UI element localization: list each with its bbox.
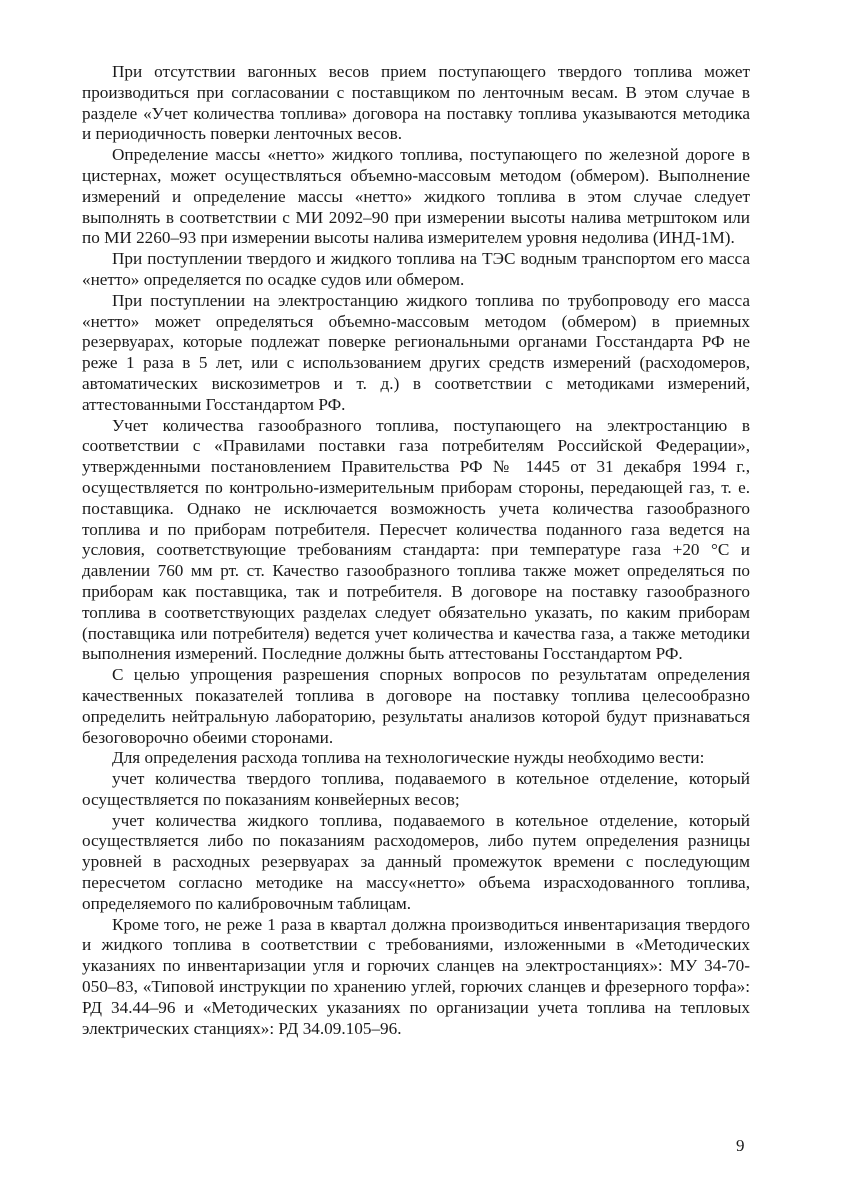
paragraph-1: При отсутствии вагонных весов прием поступающего твердого топлива может производиться при согласовании с поставщиком по ленточным весам. В этом случае в разделе «Учет количества топлива» договора на поставку топлива указываются методика и периодичность поверки ленточных весов. [82,62,750,144]
page-number: 9 [736,1136,745,1155]
page-body [82,62,750,1039]
paragraph-9: учет количества жидкого топлива, подаваемого в котельное отделение, который осуществляется либо по показаниям расходомеров, либо путем определения разницы уровней в расходных резервуарах за данный промежуток времени с последующим пересчетом согласно методике на массу«нетто» объема израсходованного топлива, определяемого по калибровочным таблицам. [82,810,750,913]
paragraph-7: Для определения расхода топлива на технологические нужды необходимо вести: [112,748,705,768]
paragraph-4: При поступлении на электростанцию жидкого топлива по трубопроводу его масса «нетто» может определяться объемно-массовым методом (обмером) в приемных резервуарах, которые подлежат поверке региональными органами Госстандарта РФ не реже 1 раза в 5 лет, или с использованием других средств измерений (расходомеров, автоматических вискозиметров и т. д.) в соответствии с методиками измерений, аттестованными Госстандартом РФ. [82,290,750,414]
paragraph-6: С целью упрощения разрешения спорных вопросов по результатам определения качественных показателей топлива в договоре на поставку топлива целесообразно определить нейтральную лабораторию, результаты анализов которой будут признаваться безоговорочно обеими сторонами. [82,665,750,747]
paragraph-10: Кроме того, не реже 1 раза в квартал должна производиться инвентаризация твердого и жидкого топлива в соответствии с требованиями, изложенными в «Методических указаниях по инвентаризации угля и горючих сланцев на электростанциях»: МУ 34-70-050–83, «Типовой инструкции по хранению углей, горючих сланцев и фрезерного торфа»: РД 34.44–96 и «Методических указаниях по организации учета топлива на тепловых электрических станциях»: РД 34.09.105–96. [82,914,750,1038]
paragraph-2: Определение массы «нетто» жидкого топлива, поступающего по железной дороге в цистернах, может осуществляться объемно-массовым методом (обмером). Выполнение измерений и определение массы «нетто» жидкого топлива в этом случае следует выполнять в соответствии с МИ 2092–90 при измерении высоты налива метрштоком или по МИ 2260–93 при измерении высоты налива измерителем уровня недолива (ИНД-1М). [82,145,750,248]
paragraph-3: При поступлении твердого и жидкого топлива на ТЭС водным транспортом его масса «нетто» определяется по осадке судов или обмером. [82,249,750,289]
paragraph-5: Учет количества газообразного топлива, поступающего на электростанцию в соответствии с «Правилами поставки газа потребителям Российской Федерации», утвержденными постановлением Правительства РФ № 1445 от 31 декабря 1994 г., осуществляется по контрольно-измерительным приборам стороны, передающей газ, т. е. поставщика. Однако не исключается возможность учета количества газообразного топлива и по приборам потребителя. Пересчет количества поданного газа ведется на условия, соответствующие требованиям стандарта: при температуре газа +20 °С и давлении 760 мм рт. ст. Качество газообразного топлива также может определяться по приборам как поставщика, так и потребителя. В договоре на поставку газообразного топлива в соответствующих разделах следует обязательно указать, по каким приборам (поставщика или потребителя) ведется учет количества и качества газа, а также методики выполнения измерений. Последние должны быть аттестованы Госстандартом РФ. [82,415,750,664]
paragraph-8: учет количества твердого топлива, подаваемого в котельное отделение, который осуществляется по показаниям конвейерных весов; [82,769,750,809]
